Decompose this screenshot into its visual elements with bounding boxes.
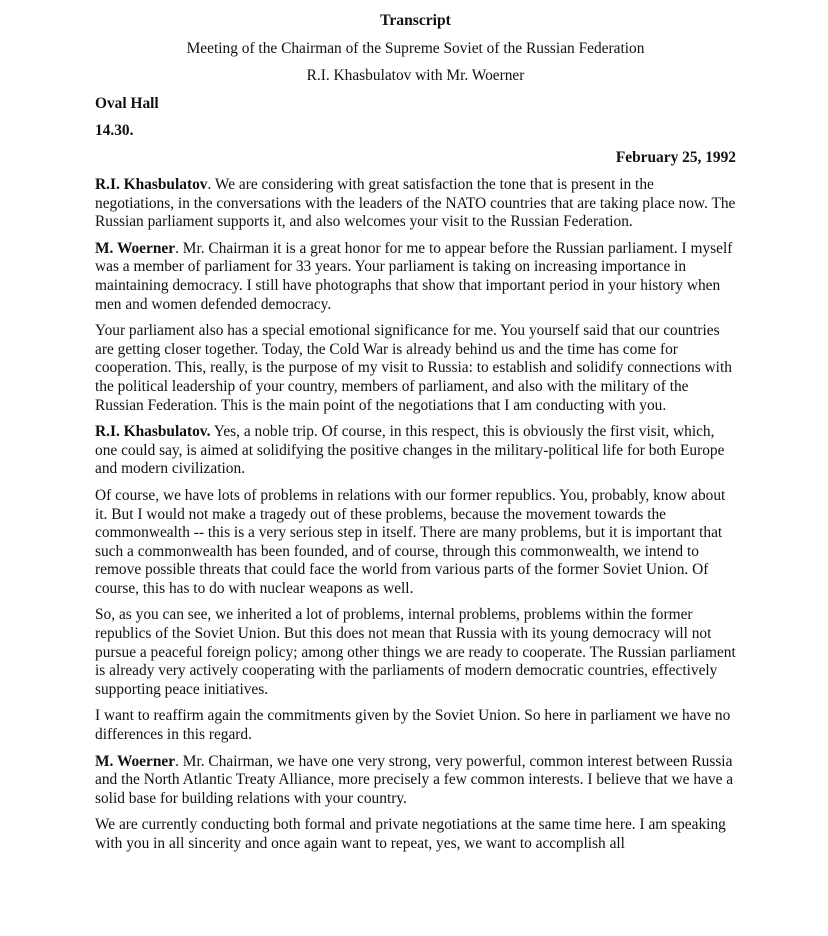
- paragraph-text: I want to reaffirm again the commitments given by the Soviet Union. So here in parliament we have no differences in this regard.: [95, 707, 731, 744]
- transcript-paragraph: [95, 707, 736, 744]
- paragraph-text: . Mr. Chairman it is a great honor for me to appear before the Russian parliament. I myself was a member of parliament for 33 years. Your parliament is taking on increasing importance in maintaining democracy. I still have photographs that show that important period in your history when men and women defended democracy.: [95, 239, 733, 313]
- transcript-paragraph: [95, 240, 736, 314]
- meeting-participants: R.I. Khasbulatov with Mr. Woerner: [306, 67, 525, 84]
- meeting-date: February 25, 1992: [615, 149, 736, 166]
- paragraph-text: Your parliament also has a special emotional significance for me. You yourself said that our countries are getting closer together. Today, the Cold War is already behind us and the time has come for cooperation. This, really, is the purpose of my visit to Russia: to establish and solidify connections with the political leadership of your country, members of parliament, and also with the military of the Russian Federation. This is the main point of the negotiations that I am conducting with you.: [95, 322, 732, 414]
- meeting-location: Oval Hall: [95, 95, 159, 112]
- speaker-name: M. Woerner: [95, 752, 176, 770]
- transcript-paragraph: [95, 322, 736, 415]
- transcript-paragraph: [95, 487, 736, 599]
- paragraph-text: . Mr. Chairman, we have one very strong, very powerful, common interest between Russia and the North Atlantic Treaty Alliance, more precisely a few common interests. I believe that we have a solid base for building relations with your country.: [95, 752, 734, 807]
- meeting-description: Meeting of the Chairman of the Supreme Soviet of the Russian Federation: [186, 40, 645, 57]
- transcript-paragraph: [95, 423, 736, 479]
- paragraph-text: Yes, a noble trip. Of course, in this respect, this is obviously the first visit, which, one could say, is aimed at solidifying the positive changes in the military-political life for both Europe and modern civilization.: [95, 423, 725, 478]
- transcript-body: [95, 176, 736, 854]
- paragraph-text: So, as you can see, we inherited a lot of problems, internal problems, problems within the former republics of the Soviet Union. But this does not mean that Russia with its young democracy will not pursue a peaceful foreign policy; among other things we are ready to cooperate. The Russian parliament is already very actively cooperating with the parliaments of modern democratic countries, effectively supporting peace initiatives.: [95, 606, 736, 698]
- paragraph-text: We are currently conducting both formal and private negotiations at the same time here. I am speaking with you in all sincerity and once again want to repeat, yes, we want to accomplish all: [95, 816, 726, 852]
- speaker-name: M. Woerner: [95, 239, 176, 257]
- transcript-paragraph: [95, 816, 736, 853]
- speaker-name: R.I. Khasbulatov: [95, 176, 208, 193]
- transcript-paragraph: [95, 176, 736, 232]
- transcript-paragraph: [95, 753, 736, 809]
- speaker-name: R.I. Khasbulatov.: [95, 423, 211, 441]
- paragraph-text: . We are considering with great satisfaction the tone that is present in the negotiations, in the conversations with the leaders of the NATO countries that are taking place now. The Russian parliament supports it, and also welcomes your visit to the Russian Federation.: [95, 176, 736, 231]
- transcript-paragraph: [95, 606, 736, 699]
- document-title: Transcript: [380, 12, 451, 29]
- meeting-time: 14.30.: [95, 122, 134, 139]
- paragraph-text: Of course, we have lots of problems in relations with our former republics. You, probably, know about it. But I would not make a tragedy out of these problems, because the movement towards the commonwealth -- this is a very serious step in itself. There are many problems, but it is important that such a commonwealth has been founded, and of course, through this commonwealth, we intend to remove possible threats that could face the world from various parts of the former Soviet Union. Of course, this has to do with nuclear weapons as well.: [95, 486, 726, 597]
